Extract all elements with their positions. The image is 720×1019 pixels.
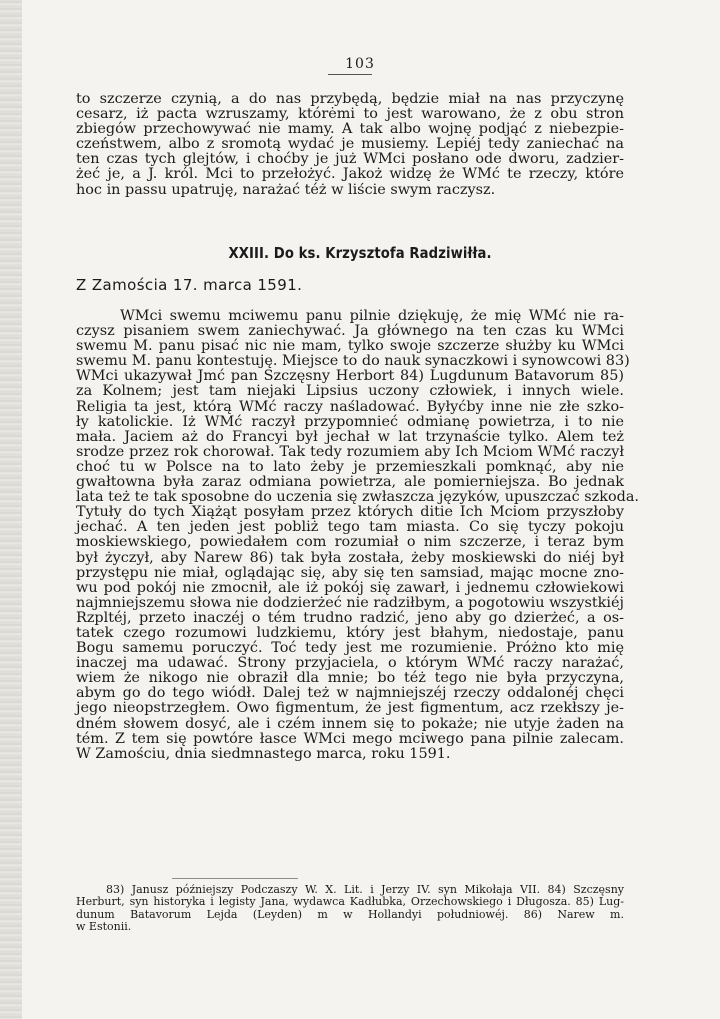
text-line: abym go do tego wiódł. Dalej też w najmniejszéj rzeczy oddalonéj chęci <box>76 685 624 702</box>
text-line: W Zamościu, dnia siedmnastego marca, roku 1591. <box>76 745 451 762</box>
text-line: swemu M. panu pisać nic nie mam, tylko swoje szczerze służby ku WMci <box>76 338 624 355</box>
text-line: za Kolnem; jest tam niejaki Lipsius uczony człowiek, i innych wiele. <box>76 383 624 400</box>
text-line: był życzył, aby Narew 86) tak była została, żeby moskiewski do niéj był <box>76 549 624 566</box>
footnote-line: 83) Janusz późniejszy Podczaszy W. X. Lit. i Jerzy IV. syn Mikołaja VII. 84) Szczęsny <box>106 883 624 896</box>
text-line: wu pod pokój nie zmocnił, ale iż pokój się zawarł, i jednemu człowiekowi <box>76 579 624 596</box>
text-line: Religia ta jest, którą WMć raczy naśladować. Byłyćby inne nie złe szko- <box>76 398 624 415</box>
top-paragraph <box>76 92 624 198</box>
text-line: Bogu samemu poruczyć. Toć tedy jest me rozumienie. Próżno kto mię <box>76 640 624 657</box>
footnote-line: w Estonii. <box>76 920 132 934</box>
text-line: tatek czego rozumowi ludzkiemu, który jest błahym, niedostaje, panu <box>76 624 624 641</box>
text-line: Rzpltéj, przeto inaczéj o tém trudno radzić, jeno aby go dzierżeć, a os- <box>76 609 624 626</box>
footnote-line: Herburt, syn historyka i legisty Jana, wydawca Kadłubka, Orzechowskiego i Długosza. 85) Lug- <box>76 895 624 909</box>
text-line: jechać. A ten jeden jest pobliż tego tam miasta. Co się tyczy pokoju <box>76 519 624 536</box>
letter-dateline: Z Zamościa 17. marca 1591. <box>76 276 303 294</box>
text-line: dném słowem dosyć, ale i czém innem się to pokaże; nie utyje żaden na <box>76 715 624 732</box>
page-number: 103 <box>345 56 375 72</box>
text-line: jego nieopstrzegłem. Owo figmentum, że jest figmentum, acz rzekłszy je- <box>76 700 624 717</box>
text-line: ten czas tych glejtów, i choćby je już WMci posłano ode dworu, zadzier- <box>76 151 624 168</box>
text-line: czeństwem, albo z sromotą wydać je musiemy. Lepiéj tedy zaniechać na <box>76 136 624 153</box>
text-line: lata też te tak sposobne do uczenia się zwłaszcza języków, upuszczać szkoda. <box>76 489 639 506</box>
text-line: gwałtowna była zaraz odmiana powietrza, ale pomierniejsza. Bo jednak <box>76 474 624 491</box>
letter-body <box>76 308 639 762</box>
text-line: zbiegów przechowywać nie mamy. A tak albo wojnę podjąć z niebezpie- <box>76 121 624 138</box>
text-line: najmniejszemu słowa nie dodzierżeć nie radziłbym, a pogotowiu wszystkiéj <box>76 594 624 611</box>
text-line: przystępu nie miał, oglądając się, aby się ten samsiad, mając mocne zno- <box>76 564 624 581</box>
footnotes <box>76 884 624 934</box>
text-line: choć tu w Polsce na to lato żeby je przemieszkali pomknąć, aby nie <box>76 458 624 475</box>
text-line: srodze przez rok chorował. Tak tedy rozumiem aby Ich Mciom WMć raczył <box>76 443 624 460</box>
text-line: mała. Jaciem aż do Francyi był jechał w lat trzynaście tylko. Alem też <box>76 428 624 445</box>
text-line: tém. Z tem się powtóre łasce WMci mego mciwego pana pilnie zalecam. <box>76 730 624 747</box>
section-heading: XXIII. Do ks. Krzysztofa Radziwiłła. <box>228 244 492 262</box>
text-line: to szczerze czynią, a do nas przybędą, będzie miał na nas przyczynę <box>76 91 624 107</box>
page-number-underline <box>328 74 372 75</box>
text-line: cesarz, iż pacta wzruszamy, którėmi to jest warowano, że z obu stron <box>76 106 624 123</box>
text-line: wiem że nikogo nie obraził dla mnie; bo téż tego nie była przyczyna, <box>76 670 624 687</box>
text-line: Tytuły do tych Xiążąt posyłam przez których ditie Ich Mciom przyszłoby <box>76 504 624 521</box>
text-line: czysz pisaniem swem zaniechywać. Ja głównego na ten czas ku WMci <box>76 323 624 340</box>
text-line: WMci ukazywał Jmć pan Szczęsny Herbort 84) Lugdunum Batavorum 85) <box>76 368 624 385</box>
text-line: żeć je, a J. król. Mci to przełożyć. Jakoż widzę że WMć te rzeczy, które <box>76 166 624 183</box>
text-line: ły katolickie. Iż WMć raczył przypomnieć odmianę powietrza, i to nie <box>76 413 624 430</box>
text-line: WMci swemu mciwemu panu pilnie dziękuję, że mię WMć nie ra- <box>120 308 624 324</box>
text-line: swemu M. panu kontestuję. Miejsce to do nauk synaczkowi i synowcowi 83) <box>76 353 630 370</box>
footnote-line: dunum Batavorum Lejda (Leyden) m w Hollandyi południowéj. 86) Narew m. <box>76 907 624 921</box>
footnote-divider <box>172 878 298 879</box>
text-line: moskiewskiego, powiedałem com rozumiał o nim szczerze, i teraz bym <box>76 534 624 551</box>
text-line: hoc in passu upatruję, narażać téż w liście swym raczysz. <box>76 181 496 198</box>
text-line: inaczej ma udawać. Strony przyjaciela, o którym WMć raczy narażać, <box>76 655 624 672</box>
page-binding-edge <box>0 0 22 1019</box>
